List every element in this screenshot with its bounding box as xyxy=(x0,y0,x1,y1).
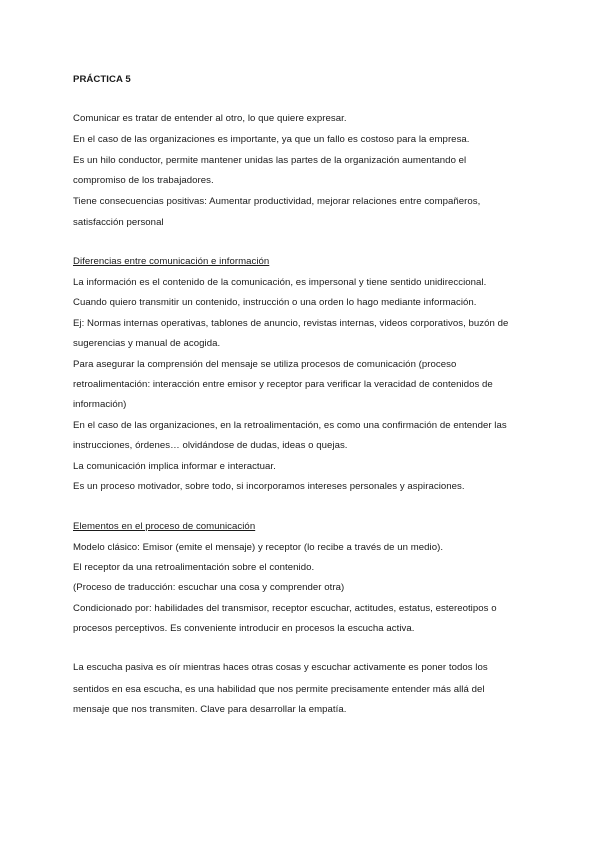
section1-line: Es un proceso motivador, sobre todo, si incorporamos intereses personales y aspiraciones. xyxy=(73,481,465,492)
intro-line: Es un hilo conductor, permite mantener unidas las partes de la organización aumentando el xyxy=(73,155,467,166)
section1-line: información) xyxy=(73,399,127,410)
intro-line: Comunicar es tratar de entender al otro, lo que quiere expresar. xyxy=(73,113,347,124)
section2-line: procesos perceptivos. Es conveniente introducir en procesos la escucha activa. xyxy=(73,623,415,634)
section1-line: En el caso de las organizaciones, en la retroalimentación, es como una confirmación de entender las xyxy=(73,420,507,431)
section-heading-differences: Diferencias entre comunicación e información xyxy=(73,256,270,267)
section1-line: Para asegurar la comprensión del mensaje se utiliza procesos de comunicación (proceso xyxy=(73,359,457,370)
closing-line: La escucha pasiva es oír mientras haces otras cosas y escuchar activamente es poner todos los xyxy=(73,662,488,673)
section1-line: La información es el contenido de la comunicación, es impersonal y tiene sentido unidireccional. xyxy=(73,277,487,288)
page-title: PRÁCTICA 5 xyxy=(73,74,131,85)
intro-line: compromiso de los trabajadores. xyxy=(73,175,214,186)
section1-line: sugerencias y manual de acogida. xyxy=(73,338,221,349)
section2-line: Condicionado por: habilidades del transmisor, receptor escuchar, actitudes, estatus, estereotipos o xyxy=(73,603,497,614)
closing-line: mensaje que nos transmiten. Clave para desarrollar la empatía. xyxy=(73,704,347,715)
intro-line: En el caso de las organizaciones es importante, ya que un fallo es costoso para la empresa. xyxy=(73,134,470,145)
section2-line: (Proceso de traducción: escuchar una cosa y comprender otra) xyxy=(73,582,345,593)
section1-line: La comunicación implica informar e interactuar. xyxy=(73,461,276,472)
section2-line: El receptor da una retroalimentación sobre el contenido. xyxy=(73,562,315,573)
section1-line: retroalimentación: interacción entre emisor y receptor para verificar la veracidad de contenidos de xyxy=(73,379,493,390)
section-heading-elements: Elementos en el proceso de comunicación xyxy=(73,521,256,532)
section2-line: Modelo clásico: Emisor (emite el mensaje) y receptor (lo recibe a través de un medio). xyxy=(73,542,444,553)
closing-line: sentidos en esa escucha, es una habilidad que nos permite precisamente entender más allá del xyxy=(73,684,485,695)
section1-line: instrucciones, órdenes… olvidándose de dudas, ideas o quejas. xyxy=(73,440,348,451)
intro-line: satisfacción personal xyxy=(73,217,164,228)
intro-line: Tiene consecuencias positivas: Aumentar productividad, mejorar relaciones entre compañeros, xyxy=(73,196,481,207)
section1-line: Ej: Normas internas operativas, tablones de anuncio, revistas internas, videos corporativos, buzón de xyxy=(73,318,509,329)
section1-line: Cuando quiero transmitir un contenido, instrucción o una orden lo hago mediante información. xyxy=(73,297,477,308)
